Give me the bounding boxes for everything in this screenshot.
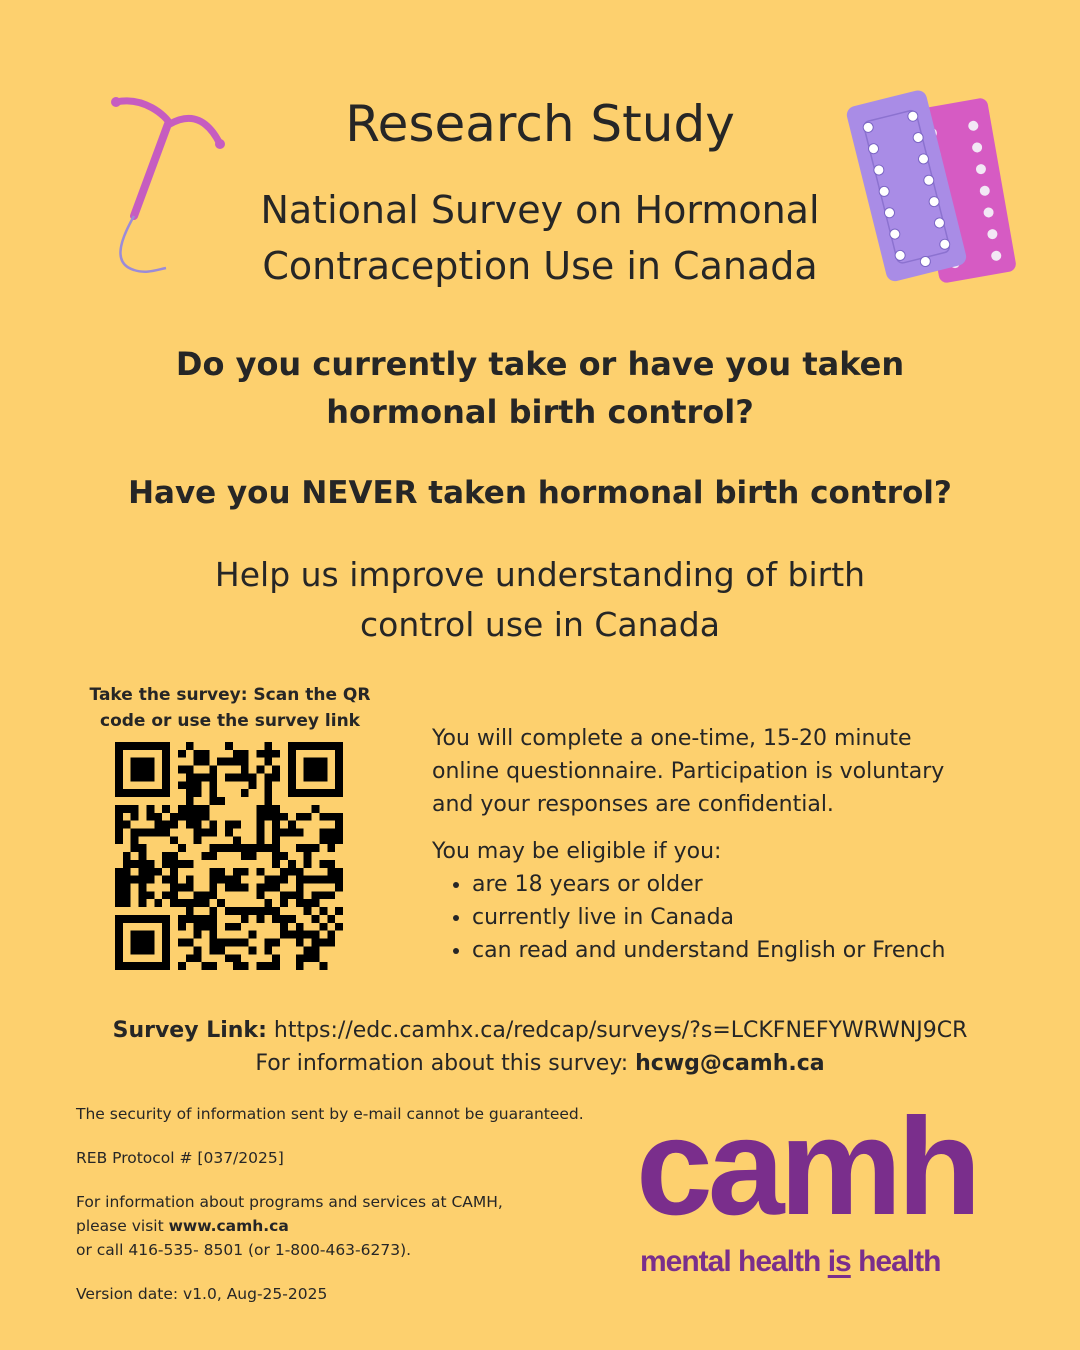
camh-website-link[interactable]: www.camh.ca xyxy=(168,1217,289,1235)
eligibility-list xyxy=(432,868,1032,967)
study-details xyxy=(432,722,1032,967)
eligibility-item: • are 18 years or older xyxy=(472,868,1032,901)
survey-links xyxy=(0,1014,1080,1080)
intro-line: and your responses are confidential. xyxy=(432,792,834,817)
programs-info xyxy=(76,1190,636,1262)
eligibility-heading: You may be eligible if you: xyxy=(432,839,722,864)
subtitle-line: National Survey on Hormonal xyxy=(260,188,820,232)
survey-link[interactable]: https://edc.camhx.ca/redcap/surveys/?s=LCKFNEFYWRWNJ9CR xyxy=(273,1018,968,1043)
info-text: For information about this survey: xyxy=(255,1051,629,1076)
qr-label-line: code or use the survey link xyxy=(100,711,360,731)
info-row xyxy=(0,1047,1080,1080)
qr-label-line: Take the survey: Scan the QR xyxy=(89,685,371,705)
question-line: Do you currently take or have you taken xyxy=(175,345,905,383)
help-line: Help us improve understanding of birth xyxy=(214,555,866,594)
footer-info xyxy=(76,1102,636,1326)
intro-line: online questionnaire. Participation is voluntary xyxy=(432,759,945,784)
qr-label xyxy=(70,682,390,734)
version-date: Version date: v1.0, Aug-25-2025 xyxy=(76,1285,328,1303)
subtitle-line: Contraception Use in Canada xyxy=(262,244,818,288)
intro-line: You will complete a one-time, 15-20 minute xyxy=(432,726,912,751)
tagline-part: health xyxy=(858,1245,941,1278)
survey-link-label: Survey Link: xyxy=(112,1018,267,1043)
programs-line: For information about programs and services at CAMH, xyxy=(76,1193,503,1211)
eligibility-item: • currently live in Canada xyxy=(472,901,1032,934)
reb-protocol: REB Protocol # [037/2025] xyxy=(76,1149,284,1167)
tagline-is: is xyxy=(827,1245,851,1278)
study-subtitle xyxy=(0,182,1080,294)
qr-code[interactable] xyxy=(115,742,343,970)
eligibility-item: • can read and understand English or French xyxy=(472,934,1032,967)
tagline-part: mental health xyxy=(640,1245,821,1278)
intro-paragraph xyxy=(432,722,1032,821)
camh-tagline xyxy=(640,1242,1020,1282)
survey-link-row xyxy=(0,1014,1080,1047)
programs-line: please visit xyxy=(76,1217,164,1235)
question-never-used: Have you NEVER taken hormonal birth control? xyxy=(128,475,952,511)
question-line: hormonal birth control? xyxy=(326,393,754,431)
programs-line: or call 416-535- 8501 (or 1-800-463-6273). xyxy=(76,1241,412,1259)
page-title: Research Study xyxy=(345,95,735,153)
info-email-link[interactable]: hcwg@camh.ca xyxy=(635,1051,825,1076)
camh-logo: camh xyxy=(636,1090,977,1244)
help-message xyxy=(0,550,1080,650)
help-line: control use in Canada xyxy=(360,605,720,644)
question-current-use xyxy=(0,340,1080,436)
security-note: The security of information sent by e-mail cannot be guaranteed. xyxy=(76,1105,584,1123)
